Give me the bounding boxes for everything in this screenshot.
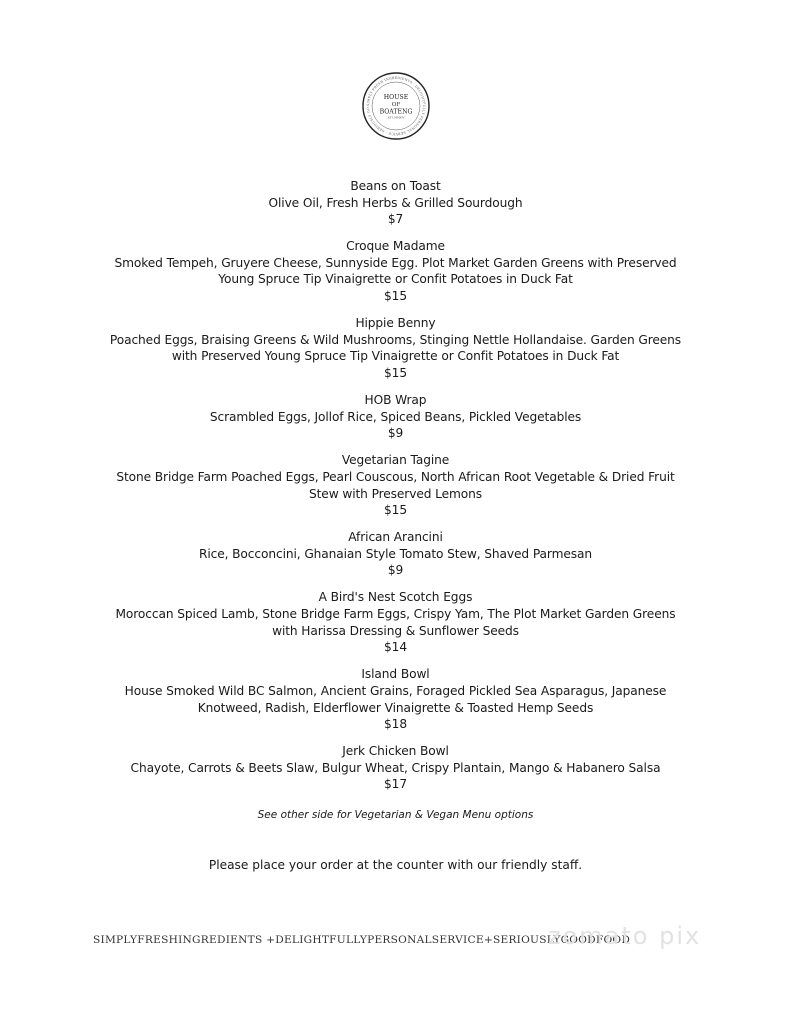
menu-item-name: A Bird's Nest Scotch Eggs xyxy=(318,590,473,605)
watermark: zomato pix xyxy=(548,922,702,950)
menu-item-description: Smoked Tempeh, Gruyere Cheese, Sunnyside Egg. Plot Market Garden Greens with Preserved xyxy=(114,255,677,270)
menu-item-price: $17 xyxy=(384,777,407,792)
logo-line-3: BOATENG xyxy=(379,108,413,116)
menu-item-name: Beans on Toast xyxy=(350,179,441,193)
menu-item-price: $9 xyxy=(387,563,404,578)
menu-item-description: Knotweed, Radish, Elderflower Vinaigrette & Toasted Hemp Seeds xyxy=(197,700,594,715)
menu-item-description: Moroccan Spiced Lamb, Stone Bridge Farm Eggs, Crispy Yam, The Plot Market Garden Greens xyxy=(115,607,676,622)
menu-item-description: House Smoked Wild BC Salmon, Ancient Grains, Foraged Pickled Sea Asparagus, Japanese xyxy=(124,683,667,698)
menu-item-name: Hippie Benny xyxy=(355,316,436,331)
menu-item-description: Chayote, Carrots & Beets Slaw, Bulgur Wheat, Crispy Plantain, Mango & Habanero Salsa xyxy=(130,760,661,775)
menu-item xyxy=(0,529,791,579)
menu-item-name: Island Bowl xyxy=(361,667,430,682)
menu-item xyxy=(0,452,791,518)
menu-item-name: Vegetarian Tagine xyxy=(341,453,450,468)
menu-item-description: Stone Bridge Farm Poached Eggs, Pearl Couscous, North African Root Vegetable & Dried Fruit xyxy=(116,469,675,484)
order-instructions: Please place your order at the counter with our friendly staff. xyxy=(208,858,583,872)
menu-item xyxy=(0,178,791,228)
menu-item-name: African Arancini xyxy=(348,530,443,545)
menu-item xyxy=(0,666,791,732)
menu-item-price: $14 xyxy=(384,640,407,655)
menu-item-name: Croque Madame xyxy=(346,239,445,254)
menu-item-description: with Harissa Dressing & Sunflower Seeds xyxy=(272,623,519,638)
menu-item-description: Scrambled Eggs, Jollof Rice, Spiced Beans, Pickled Vegetables xyxy=(209,409,582,424)
menu-item-price: $15 xyxy=(384,365,407,380)
menu-item-description: Poached Eggs, Braising Greens & Wild Mushrooms, Stinging Nettle Hollandaise. Garden Greens xyxy=(109,332,682,347)
house-of-boateng-logo xyxy=(362,72,430,140)
menu-item-description: Stew with Preserved Lemons xyxy=(308,486,483,501)
menu-item-description: Young Spruce Tip Vinaigrette or Confit Potatoes in Duck Fat xyxy=(218,272,573,287)
menu-item xyxy=(0,238,791,304)
menu-list xyxy=(0,178,791,793)
menu-item-description: Olive Oil, Fresh Herbs & Grilled Sourdough xyxy=(268,195,523,210)
menu-item-description: Rice, Bocconcini, Ghanaian Style Tomato Stew, Shaved Parmesan xyxy=(198,546,593,561)
menu-item xyxy=(0,589,791,655)
logo-line-1: HOUSE xyxy=(383,94,409,101)
menu-item-price: $15 xyxy=(384,503,407,518)
menu-item-name: Jerk Chicken Bowl xyxy=(342,744,449,759)
menu-item-name: HOB Wrap xyxy=(364,393,427,408)
menu-item-description: with Preserved Young Spruce Tip Vinaigrette or Confit Potatoes in Duck Fat xyxy=(171,349,620,364)
logo-subtext: EST. MMXIV xyxy=(387,116,405,120)
footer-tagline: SIMPLYFRESHINGREDIENTS +DELIGHTFULLYPERSONALSERVICE+SERIOUSLYGOODFOOD xyxy=(93,934,631,946)
menu-note: See other side for Vegetarian & Vegan Menu options xyxy=(257,809,534,821)
menu-item-price: $7 xyxy=(387,212,404,227)
menu-item xyxy=(0,315,791,381)
menu-item-price: $15 xyxy=(384,289,407,304)
menu-item xyxy=(0,392,791,442)
menu-item-price: $9 xyxy=(387,426,404,441)
logo-line-2: OF xyxy=(391,102,401,108)
menu-item xyxy=(0,743,791,793)
menu-item-price: $18 xyxy=(384,717,407,732)
logo-ring-text: SIMPLY FRESH INGREDIENTS · DELIGHTFULLY PERSONAL SERVICE · SERIOUSLY GO xyxy=(365,75,427,137)
